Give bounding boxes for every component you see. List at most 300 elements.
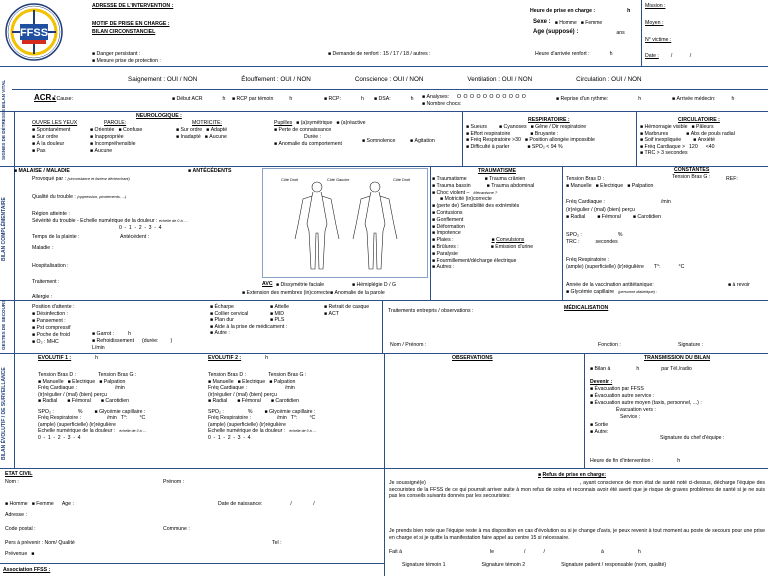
ec-tel[interactable]: Tel : <box>272 540 282 546</box>
const-deg: °C <box>678 264 685 270</box>
evac-vers[interactable]: Évacuation vers : <box>616 407 656 414</box>
etouffement[interactable]: Étouffement : OUI / NON <box>241 76 311 83</box>
body-front-icon <box>295 182 339 269</box>
trauma-bassin[interactable]: ■ Trauma bassin <box>432 183 471 190</box>
position-attente[interactable]: Position d'attente : <box>32 304 75 310</box>
evo2-carotidien[interactable]: ■ Carotidien <box>271 398 299 405</box>
evo1-radial[interactable]: ■ Radial <box>38 398 57 405</box>
dsa-h[interactable]: h <box>410 96 414 102</box>
trauma-convulsions[interactable]: ■ Convulsions <box>492 237 525 244</box>
evo2-tension-g[interactable]: Tension Bras G : <box>268 372 307 378</box>
const-trc[interactable]: TRC : <box>566 239 580 245</box>
resp-difficulte[interactable]: ■ Difficulté à parler <box>466 144 509 151</box>
region-label[interactable]: Région atteinte : <box>32 211 70 217</box>
parole-block <box>90 120 142 155</box>
geste-garrot-h[interactable]: h <box>128 331 132 337</box>
sig-chef[interactable]: Signature du chef d'équipe : <box>660 435 725 441</box>
debut-acr-row <box>172 96 225 103</box>
acr-label: ACR : <box>34 93 57 102</box>
geste-pst-compressif[interactable]: ■ Pst compressif <box>32 325 71 332</box>
evo1-echelle-hint: échelle de 0 à .... <box>119 429 147 433</box>
evac-moyen[interactable]: ■ Évacuation autre moyen (taxis, personnel, ...) : <box>590 400 702 407</box>
traitement-label[interactable]: Traitement : <box>32 279 60 285</box>
trauma-mecanisme: Mécanisme ? <box>473 190 498 196</box>
refus-a[interactable]: à <box>600 549 604 555</box>
pupilles-symetrique[interactable]: ■ (a)symétrique <box>296 120 332 127</box>
evo1-deg: °C <box>139 415 146 421</box>
ec-association[interactable]: Association FFSS : <box>3 567 51 573</box>
motricite-aucune[interactable]: ■ Aucune <box>205 134 227 141</box>
extension-checkbox[interactable]: ■ Extension des membres (in)correcte <box>242 290 330 297</box>
evo2-echelle-label[interactable]: Echelle numérique de la douleur : <box>208 428 286 434</box>
evo2-spo2[interactable]: SPO₂ : <box>208 408 224 415</box>
evo1-tension-g[interactable]: Tension Bras G : <box>98 372 137 378</box>
saignement[interactable]: Saignement : OUI / NON <box>128 76 198 83</box>
const-palpation[interactable]: ■ Palpation <box>627 183 653 190</box>
ec-adresse[interactable]: Adresse : <box>5 512 27 518</box>
medicalisation-title: MÉDICALISATION <box>564 305 609 311</box>
observations-title: OBSERVATIONS <box>452 355 493 361</box>
trauma-impotence[interactable]: ■ Impotence <box>432 230 534 237</box>
ec-naissance[interactable]: Date de naissance: <box>218 501 263 507</box>
devenir-autre[interactable]: ■ Autre: <box>590 429 702 436</box>
bilan-par-tel: par Tél./radio <box>661 366 692 372</box>
etat-civil-title: ETAT CIVIL <box>5 471 33 477</box>
garrot-row <box>92 331 131 338</box>
evo1-spo2[interactable]: SPO₂ : <box>38 408 54 415</box>
circ-anxiete[interactable]: ■ Anxiété <box>693 137 715 144</box>
const-temp[interactable]: T°: <box>653 264 661 270</box>
heure-fin-h[interactable]: h <box>677 458 681 464</box>
evo2-femoral[interactable]: ■ Fémoral <box>237 398 261 405</box>
circ-soif[interactable]: ■ Soif inexpliquée <box>640 137 681 144</box>
geste-desinfection[interactable]: ■ Désinfection : <box>32 311 71 318</box>
parole-aucune[interactable]: ■ Aucune <box>90 148 142 155</box>
dsa-checkbox[interactable]: ■ DSA: <box>374 96 391 103</box>
ec-prevenue[interactable]: Prévenue <box>5 551 28 557</box>
evo2-header <box>208 355 268 362</box>
mesure-checkbox[interactable]: ■ Mesure prise de protection : <box>92 58 161 65</box>
refus-checkbox[interactable]: ■ Refus de prise en charge: <box>538 472 606 479</box>
trc-row <box>566 239 618 246</box>
body-back-icon <box>353 182 397 269</box>
geste-refroid[interactable]: ■ Refroidissement <box>92 338 134 345</box>
const-reguliere[interactable]: (ir)régulier / (mal) (bien) perçu <box>566 207 635 213</box>
evo1-resp-qual[interactable]: (ample) (superficielle) (ir)régulière <box>38 421 116 428</box>
ec-code-postal[interactable]: Code postal : <box>5 526 36 532</box>
femme-checkbox[interactable]: ■ Femme <box>581 20 602 26</box>
evo1-electrique[interactable]: ■ Electrique <box>68 379 96 386</box>
evo2-block <box>208 372 384 441</box>
refus-text1 <box>389 480 765 500</box>
anomalie-comportement[interactable]: ■ Anomalie du comportement <box>274 141 365 148</box>
motricite-block <box>176 120 227 141</box>
age-label: Age (supposé) : <box>533 29 579 35</box>
hemiplegie-checkbox[interactable]: ■ Hémiplégie D / G <box>352 282 396 289</box>
ec-prevenue-row <box>5 551 34 558</box>
body-chart[interactable] <box>262 168 428 278</box>
mesure-type-row <box>566 183 653 190</box>
tension-d[interactable]: Tension Bras D : <box>566 176 605 182</box>
yeux-pas[interactable]: ■ Pas <box>32 148 77 155</box>
resp-gene[interactable]: ■ Gêne / Dir respiratoire <box>531 124 587 131</box>
evo1-echelle[interactable]: 0 - 1 - 2 - 3 - 4 <box>38 434 82 441</box>
refus-slash-1: / <box>524 549 526 555</box>
yeux-sur-ordre[interactable]: ■ Sur ordre <box>32 134 77 141</box>
evo2-title: EVOLUTIF 2 : <box>208 355 242 361</box>
evo1-min-2: /min <box>106 415 117 421</box>
trauma-paralysie[interactable]: ■ Paralysie <box>432 251 534 258</box>
geste-mid[interactable]: ■ MID <box>270 311 320 318</box>
const-electrique[interactable]: ■ Electrique <box>596 183 624 190</box>
reprise-h[interactable]: h <box>638 96 642 102</box>
const-resp-qual[interactable]: (ample) (superficielle) (ir)régulière <box>566 264 644 270</box>
ec-pers-prevenir[interactable]: Pers à prévenir : Nom/ Qualité <box>5 540 75 546</box>
side-complementaire: BILAN COMPLÉMENTAIRE <box>1 197 7 261</box>
trauma-gonflement[interactable]: ■ Gonflement <box>432 217 534 224</box>
evac-service-label[interactable]: Service : <box>620 414 641 421</box>
geste-casque[interactable]: ■ Retrait de casque <box>324 304 369 311</box>
yeux-douleur[interactable]: ■ À la douleur <box>32 141 77 148</box>
ec-femme[interactable]: ■ Femme <box>32 501 54 508</box>
immob-block <box>210 304 380 337</box>
geste-act[interactable]: ■ ACT <box>324 311 339 318</box>
circ-120[interactable]: 120 <box>689 143 698 150</box>
resp-bruyante[interactable]: ■ Bruyante : <box>530 131 558 138</box>
gestes-items <box>32 311 71 346</box>
const-freq-card[interactable]: Fréq Cardiaque : <box>566 199 605 205</box>
reprise-row <box>556 96 641 103</box>
debut-acr-checkbox[interactable]: ■ Début ACR <box>172 96 202 103</box>
trauma-autres[interactable]: ■ Autres : <box>432 264 534 271</box>
medic-fonction[interactable]: Fonction : <box>598 342 621 348</box>
evo1-palpation[interactable]: ■ Palpation <box>99 379 125 386</box>
refus-fait[interactable]: Fait à <box>389 549 402 555</box>
trauma-choc[interactable]: ■ Choc violent – <box>432 190 469 197</box>
nombre-chocs-checkbox[interactable]: ■ Nombre chocs: <box>422 101 526 108</box>
malaise-title <box>14 168 70 175</box>
arrivee-medecin-checkbox[interactable]: ■ Arrivée médecin: <box>672 96 715 103</box>
motricite-sur-ordre[interactable]: ■ Sur ordre <box>176 127 202 134</box>
refus-temoin-1[interactable]: Signature témoin 1 <box>402 562 446 568</box>
resp-freq[interactable]: ■ Fréq Respiratoire >30 <box>466 137 521 144</box>
heure-arrivee-h[interactable]: h <box>609 51 613 57</box>
trauma-motricite[interactable]: ■ Motricité (in)correcte <box>432 196 534 203</box>
tension-g[interactable]: Tension Bras G : <box>672 174 711 180</box>
devenir-block <box>590 379 702 435</box>
trauma-contusions[interactable]: ■ Contusions <box>432 210 534 217</box>
heure-prise-row <box>530 8 630 15</box>
trauma-sensibilite[interactable]: ■ (perte de) Sensibilité des extrémités <box>432 203 534 210</box>
antecedents-checkbox[interactable]: ■ ANTÉCÉDENTS <box>188 168 231 175</box>
severite-label[interactable]: Sévérité du trouble - Echelle numérique de la douleur : <box>32 218 158 224</box>
const-carotidien[interactable]: ■ Carotidien <box>633 214 661 221</box>
parole-incomprehensible[interactable]: ■ Incompréhensible <box>90 141 142 148</box>
circulation[interactable]: Circulation : OUI / NON <box>576 76 642 83</box>
heure-prise-h[interactable]: h <box>627 8 631 14</box>
evo2-min: /min <box>284 385 295 391</box>
danger-checkbox[interactable]: ■ Danger persistant : <box>92 51 140 58</box>
refus-temoin-2[interactable]: Signature témoin 2 <box>481 562 526 568</box>
trauma-deformation[interactable]: ■ Déformation <box>432 224 534 231</box>
rcp-temoin-checkbox[interactable]: ■ RCP par témoin <box>232 96 273 103</box>
rcp-h[interactable]: h <box>360 96 364 102</box>
geste-collier[interactable]: ■ Collier cervical <box>210 311 266 318</box>
const-manuelle[interactable]: ■ Manuelle <box>566 183 592 190</box>
evo2-tension-d[interactable]: Tension Bras D : <box>208 372 247 378</box>
severite-echelle[interactable]: 0 - 1 - 2 - 3 - 4 <box>119 225 163 231</box>
trauma-plaies[interactable]: ■ Plaies : <box>432 237 454 244</box>
evo1-reguliere[interactable]: (ir)régulier / (mal) (bien) perçu <box>38 391 107 398</box>
circ-freq-cardiaque[interactable]: ■ Fréq Cardiaque > <box>640 144 685 151</box>
yeux-spontanement[interactable]: ■ Spontanément <box>32 127 77 134</box>
geste-pansement[interactable]: ■ Pansement : <box>32 318 71 325</box>
provoque-label[interactable]: Provoqué par : <box>32 176 67 182</box>
cause-checkbox[interactable]: ■ Cause: <box>52 96 73 103</box>
perte-connaissance[interactable]: ■ Perte de connaissance <box>274 127 365 134</box>
prevenue-checkbox-icon[interactable]: ■ <box>31 551 35 558</box>
qualite-label[interactable]: Qualité du trouble : <box>32 194 76 200</box>
ec-homme[interactable]: ■ Homme <box>5 501 28 508</box>
pupilles-reactive[interactable]: ■ (a)réactive <box>336 120 365 127</box>
geste-attelle[interactable]: ■ Attelle <box>270 304 320 311</box>
heure-prise-label: Heure de prise en charge : <box>530 8 596 14</box>
hospitalisation-label[interactable]: Hospitalisation : <box>32 263 69 269</box>
evo2-palpation[interactable]: ■ Palpation <box>269 379 295 386</box>
provoque-hint: (circonstance et facteur déclenchant) <box>67 177 130 181</box>
pupilles-label: Pupilles <box>274 120 293 126</box>
evo2-min-2: /min <box>276 415 287 421</box>
evo2-h[interactable]: h <box>265 355 269 361</box>
evo2-freq-card[interactable]: Fréq Cardiaque : <box>208 385 247 391</box>
geste-pls[interactable]: ■ PLS <box>270 317 284 324</box>
geste-duree[interactable]: (durée: <box>142 338 159 344</box>
refus-le[interactable]: le <box>489 549 495 555</box>
circ-trc[interactable]: ■ TRC > 3 secondes <box>640 150 688 156</box>
const-freq-resp[interactable]: Fréq Respiratoire : <box>566 257 609 263</box>
ec-naissance-row <box>218 501 325 508</box>
circ-40[interactable]: <40 <box>705 143 715 150</box>
evo2-radial[interactable]: ■ Radial <box>208 398 227 405</box>
const-secondes: secondes <box>595 239 618 245</box>
antecedents-title <box>188 168 231 175</box>
yeux-title: OUVRE LES YEUX <box>32 120 78 126</box>
arrivee-medecin-h[interactable]: h <box>731 96 735 102</box>
circ-pouls-radial[interactable]: ■ Abs de pouls radial <box>686 131 735 138</box>
maladie-label[interactable]: Maladie : <box>32 245 54 251</box>
motif-label: MOTIF DE PRISE EN CHARGE : <box>92 21 170 27</box>
dysmetrie-checkbox[interactable]: ■ Dissymétrie faciale <box>276 282 324 289</box>
resp-sueurs[interactable]: ■ Sueurs <box>466 124 487 131</box>
conscience[interactable]: Conscience : OUI / NON <box>354 76 424 83</box>
bilan-a-h[interactable]: h <box>636 366 640 372</box>
traitements-label[interactable]: Traitements entrepris / observations : <box>388 308 474 314</box>
const-spo2[interactable]: SPO₂ : <box>566 232 582 238</box>
evo1-echelle-label[interactable]: Echelle numérique de la douleur : <box>38 428 116 434</box>
spo2-row <box>566 232 622 239</box>
geste-plan-dur[interactable]: ■ Plan dur <box>210 317 266 324</box>
victime-label[interactable]: N° victime : <box>645 37 672 43</box>
somnolence[interactable]: ■ Somnolence <box>362 138 395 145</box>
circ-hemorragie[interactable]: ■ Hémorragie visible <box>640 124 688 131</box>
geste-poche-froid[interactable]: ■ Poche de froid <box>32 332 71 339</box>
parole-orientee[interactable]: ■ Orientée <box>90 127 114 134</box>
resp-block <box>466 124 636 150</box>
svg-text:FFSS: FFSS <box>19 27 49 39</box>
agitation[interactable]: ■ Agitation <box>410 138 435 145</box>
date-row <box>645 53 699 60</box>
evo1-femoral[interactable]: ■ Fémoral <box>67 398 91 405</box>
severite-hint: échelle de 0 à .... <box>158 219 188 223</box>
geste-lmin[interactable]: L/min <box>92 345 105 351</box>
geste-echarpe[interactable]: ■ Écharpe <box>210 304 266 311</box>
ec-commune[interactable]: Commune : <box>163 526 190 532</box>
refus-sig-patient[interactable]: Signature patient / responsable (nom, qualité) <box>561 562 667 568</box>
transmission-title: TRANSMISSION DU BILAN <box>644 355 710 361</box>
demande-renfort-checkbox[interactable]: ■ Demande de renfort : 15 / 17 / 18 / autres : <box>328 51 431 58</box>
constantes-title: CONSTANTES <box>674 167 710 173</box>
analyses-circles[interactable]: O O O O O O O O O O O <box>457 94 527 100</box>
provoque-row <box>32 176 130 183</box>
resp-spo2[interactable]: ■ SPO₂ < 94 % <box>527 144 562 151</box>
trauma-traumatisme[interactable]: ■ Traumatisme <box>432 176 467 183</box>
ec-prenom[interactable]: Prénom : <box>163 479 185 485</box>
anomalie-parole-checkbox[interactable]: ■ Anomalie de la parole <box>330 290 385 297</box>
evo2-resp-qual[interactable]: (ample) (superficielle) (ir)régulière <box>208 421 286 428</box>
yeux-block <box>32 120 77 155</box>
evo1-freq-resp[interactable]: Fréq Respiratoire : <box>38 415 81 421</box>
evo2-manuelle[interactable]: ■ Manuelle <box>208 379 234 386</box>
trauma-block <box>432 176 534 271</box>
trauma-abdominal[interactable]: ■ Trauma abdominal <box>487 183 535 190</box>
evo2-freq-resp[interactable]: Fréq Respiratoire : <box>208 415 251 421</box>
parole-inappropriee[interactable]: ■ Inappropriée <box>90 134 142 141</box>
resp-position[interactable]: ■ Position allongée impossible <box>525 137 595 144</box>
evo1-header <box>38 355 98 362</box>
sexe-label: Sexe : <box>533 19 551 25</box>
temps-label[interactable]: Temps de la plainte : <box>32 234 80 240</box>
bilan-a-checkbox[interactable]: ■ Bilan à <box>590 366 610 373</box>
geste-aide-medicament[interactable]: ■ Aide à la prise de médicament : <box>210 324 287 330</box>
evo1-carotidien[interactable]: ■ Carotidien <box>101 398 129 405</box>
evac-ffss[interactable]: ■ Évacuation par FFSS <box>590 386 702 393</box>
ref-label[interactable]: REF: <box>726 176 738 182</box>
ec-nom[interactable]: Nom : <box>5 479 19 485</box>
rcp-checkbox[interactable]: ■ RCP: <box>324 96 341 103</box>
date-label: Date : <box>645 53 659 59</box>
resp-effort[interactable]: ■ Effort respiratoire <box>466 131 510 138</box>
evac-service[interactable]: ■ Évacuation autre service : <box>590 393 702 400</box>
analyses-block <box>422 94 526 108</box>
duree-label[interactable]: Durée : <box>304 134 322 141</box>
avc-label: AVC <box>262 281 273 287</box>
moyen-label[interactable]: Moyen : <box>645 20 664 26</box>
const-glycemie[interactable]: ■ Glycémie capillaire <box>566 289 614 296</box>
refus-signatures <box>402 562 666 569</box>
medic-signature[interactable]: Signature : <box>678 342 704 348</box>
resp-qual-row <box>566 264 684 271</box>
refus-je-soussigne: Je soussigné(e) <box>389 480 426 486</box>
resp-cyanoses[interactable]: ■ Cyanoses <box>499 124 527 131</box>
geste-autre[interactable]: ■ Autre : <box>210 330 230 336</box>
heure-arrivee-row <box>535 51 613 58</box>
evo1-manuelle[interactable]: ■ Manuelle <box>38 379 64 386</box>
circ-paleurs[interactable]: ■ Pâleurs <box>692 124 714 131</box>
trauma-fourmillement[interactable]: ■ Fourmillement/décharge électrique <box>432 258 534 265</box>
evo2-reguliere[interactable]: (ir)régulier / (mal) (bien) perçu <box>208 391 277 398</box>
evo2-temp[interactable]: T°: <box>290 415 298 421</box>
dsa-row <box>374 96 414 103</box>
const-vaccin[interactable]: Année de la vaccination antitétanique: <box>566 282 654 288</box>
evo2-echelle-hint: échelle de 0 à .... <box>289 429 317 433</box>
evo1-title: EVOLUTIF 1 : <box>38 355 72 361</box>
evo1-glycemie[interactable]: ■ Glycémie capillaire : <box>94 409 145 416</box>
arrivee-medecin-row <box>672 96 734 103</box>
homme-checkbox[interactable]: ■ Homme <box>555 20 577 26</box>
neuro-title: NEUROLOGIQUE : <box>136 113 182 119</box>
const-radial[interactable]: ■ Radial <box>566 214 585 221</box>
refus-paragraph-1: , ayant conscience de mon état de santé noté ci-dessus, décharge l'équipe des secouristes de la FFSS de ce qui pourrait arriver suite à mon refus de soins et reconnais avoir été averti que je risque de graves problèmes de santé si je ne suis pas les conseils suivants donnés par les secouristes: <box>389 480 765 499</box>
severite-row <box>32 218 188 225</box>
refroid-row <box>92 338 172 345</box>
evo2-electrique[interactable]: ■ Electrique <box>238 379 266 386</box>
side-evolutif: BILAN ÉVOLUTIF / DE SURVEILLANCE <box>1 367 7 461</box>
medic-nom[interactable]: Nom / Prénom : <box>390 342 427 348</box>
parole-confuse[interactable]: ■ Confuse <box>118 127 142 134</box>
evo1-h[interactable]: h <box>95 355 99 361</box>
vital-row <box>128 76 642 84</box>
evo1-tension-d[interactable]: Tension Bras D : <box>38 372 77 378</box>
mission-label[interactable]: Mission : <box>645 3 666 9</box>
refus-h[interactable]: h <box>637 549 641 555</box>
ventilation[interactable]: Ventilation : OUI / NON <box>467 76 533 83</box>
debut-acr-h[interactable]: h <box>222 96 226 102</box>
trauma-cranien[interactable]: ■ Trauma crânien <box>485 176 526 183</box>
geste-garrot[interactable]: ■ Garrot : <box>92 331 114 338</box>
pouls-row <box>566 214 661 221</box>
glycemie-row <box>566 289 657 296</box>
reprise-checkbox[interactable]: ■ Reprise d'un rythme: <box>556 96 608 103</box>
evo2-echelle[interactable]: 0 - 1 - 2 - 3 - 4 <box>208 434 252 441</box>
antecedent-label[interactable]: Antécédent : <box>120 234 150 240</box>
evo1-temp[interactable]: T°: <box>120 415 128 421</box>
motricite-inadapte[interactable]: ■ Inadapté <box>176 134 201 141</box>
evo2-glycemie[interactable]: ■ Glycémie capillaire : <box>264 409 315 416</box>
circ-marbrures[interactable]: ■ Marbrures <box>640 131 668 138</box>
ec-naissance-slashes[interactable]: / / <box>290 501 325 507</box>
devenir-sortie[interactable]: ■ Sortie <box>590 422 702 429</box>
analyses-checkbox[interactable]: ■ Analyses: <box>422 94 449 101</box>
evo1-min: /min <box>114 385 125 391</box>
date-slashes[interactable]: / / <box>670 53 700 59</box>
evo1-freq-card[interactable]: Fréq Cardiaque : <box>38 385 77 391</box>
trauma-brulures[interactable]: ■ Brûlures : <box>432 244 459 251</box>
geste-o2[interactable]: ■ O₂ : MHC <box>32 339 71 346</box>
const-femoral[interactable]: ■ Fémoral <box>597 214 621 221</box>
pupilles-block <box>274 120 365 148</box>
evo2-deg: °C <box>309 415 316 421</box>
const-revoir[interactable]: ■ à revoir <box>728 282 750 289</box>
circ-block <box>640 124 768 157</box>
motricite-adapte[interactable]: ■ Adapté <box>206 127 227 134</box>
side-signes: SIGNES DE DÉTRESSE <box>1 108 6 160</box>
allergie-label[interactable]: Allergie : <box>32 294 53 300</box>
malaise-checkbox[interactable]: ■ MALAISE / MALADIE <box>14 168 70 175</box>
rcp-temoin-h[interactable]: h <box>289 96 293 102</box>
ec-age[interactable]: Age : <box>61 501 74 507</box>
trauma-urine[interactable]: ■ Emission d'urine <box>491 244 533 251</box>
heure-fin-label[interactable]: Heure de fin d'intervention : <box>590 458 654 464</box>
